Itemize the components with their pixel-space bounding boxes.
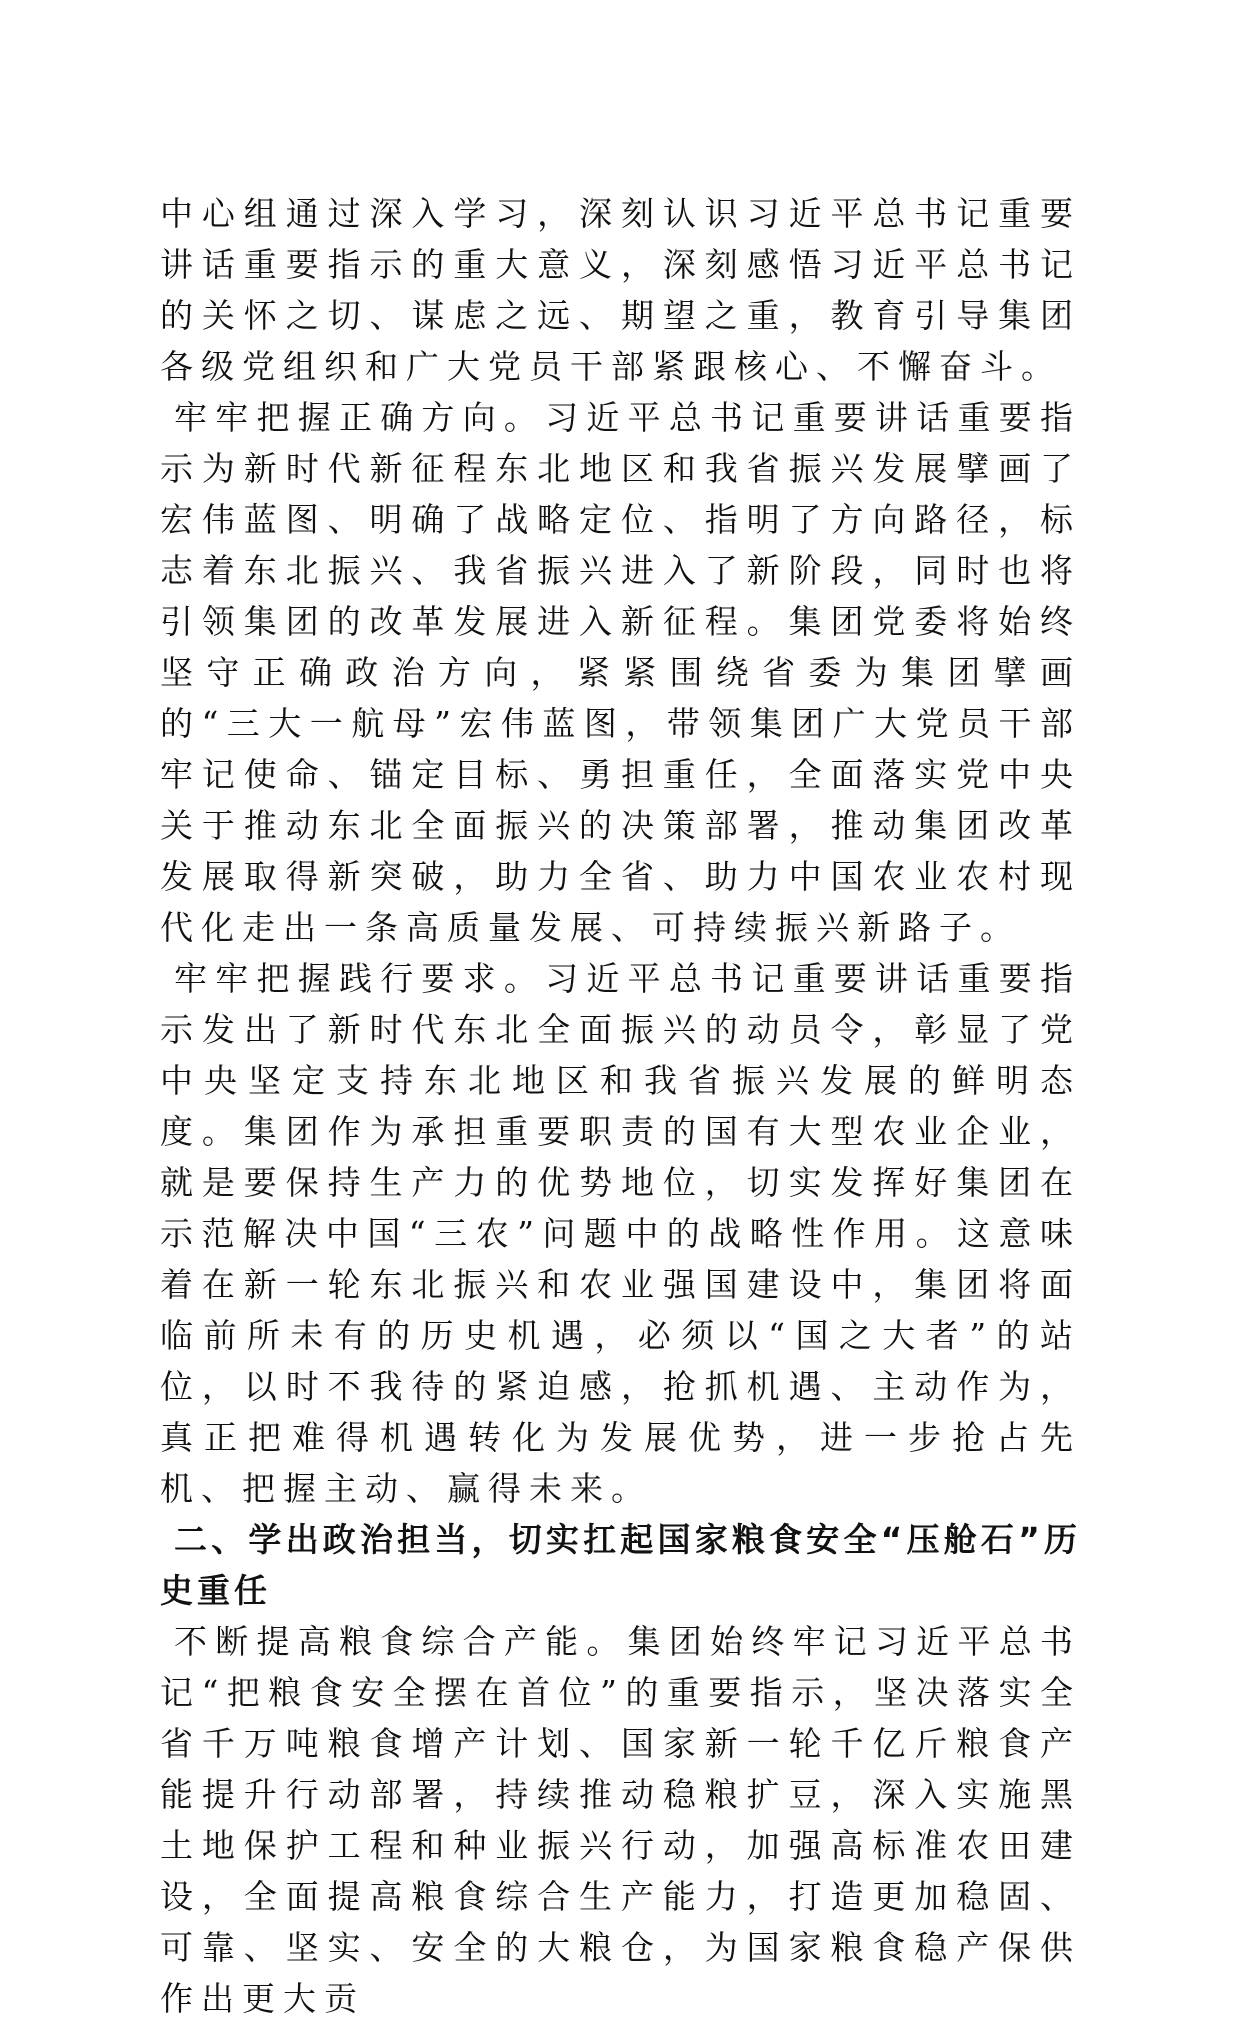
paragraph-correct-direction: 牢牢把握正确方向。习近平总书记重要讲话重要指示为新时代新征程东北地区和我省振兴发展擘画了宏伟蓝图、明确了战略定位、指明了方向路径，标志着东北振兴、我省振兴进入了新阶段，同时也将引领集团的改革发展进入新征程。集团党委将始终坚守正确政治方向，紧紧围绕省委为集团擘画的“三大一航母”宏伟蓝图，带领集团广大党员干部牢记使命、锚定目标、勇担重任，全面落实党中央关于推动东北全面振兴的决策部署，推动集团改革发展取得新突破，助力全省、助力中国农业农村现代化走出一条高质量发展、可持续振兴新路子。 bbox=[160, 398, 1081, 947]
paragraph-continuation: 中心组通过深入学习，深刻认识习近平总书记重要讲话重要指示的重大意义，深刻感悟习近平总书记的关怀之切、谋虑之远、期望之重，教育引导集团各级党组织和广大党员干部紧跟核心、不懈奋斗。 bbox=[160, 194, 1081, 386]
paragraph-practice-requirements: 牢牢把握践行要求。习近平总书记重要讲话重要指示发出了新时代东北全面振兴的动员令，彰显了党中央坚定支持东北地区和我省振兴发展的鲜明态度。集团作为承担重要职责的国有大型农业企业，就是要保持生产力的优势地位，切实发挥好集团在示范解决中国“三农”问题中的战略性作用。这意味着在新一轮东北振兴和农业强国建设中，集团将面临前所未有的历史机遇，必须以“国之大者”的站位，以时不我待的紧迫感，抢抓机遇、主动作为，真正把难得机遇转化为发展优势，进一步抢占先机、把握主动、赢得未来。 bbox=[160, 959, 1081, 1508]
section-heading-2: 二、学出政治担当，切实扛起国家粮食安全“压舱石”历史重任 bbox=[160, 1520, 1081, 1610]
document-body bbox=[160, 188, 1081, 2024]
paragraph-grain-capacity: 不断提高粮食综合产能。集团始终牢记习近平总书记“把粮食安全摆在首位”的重要指示，坚决落实全省千万吨粮食增产计划、国家新一轮千亿斤粮食产能提升行动部署，持续推动稳粮扩豆，深入实施黑土地保护工程和种业振兴行动，加强高标准农田建设，全面提高粮食综合生产能力，打造更加稳固、可靠、坚实、安全的大粮仓，为国家粮食稳产保供作出更大贡 bbox=[160, 1622, 1081, 2018]
